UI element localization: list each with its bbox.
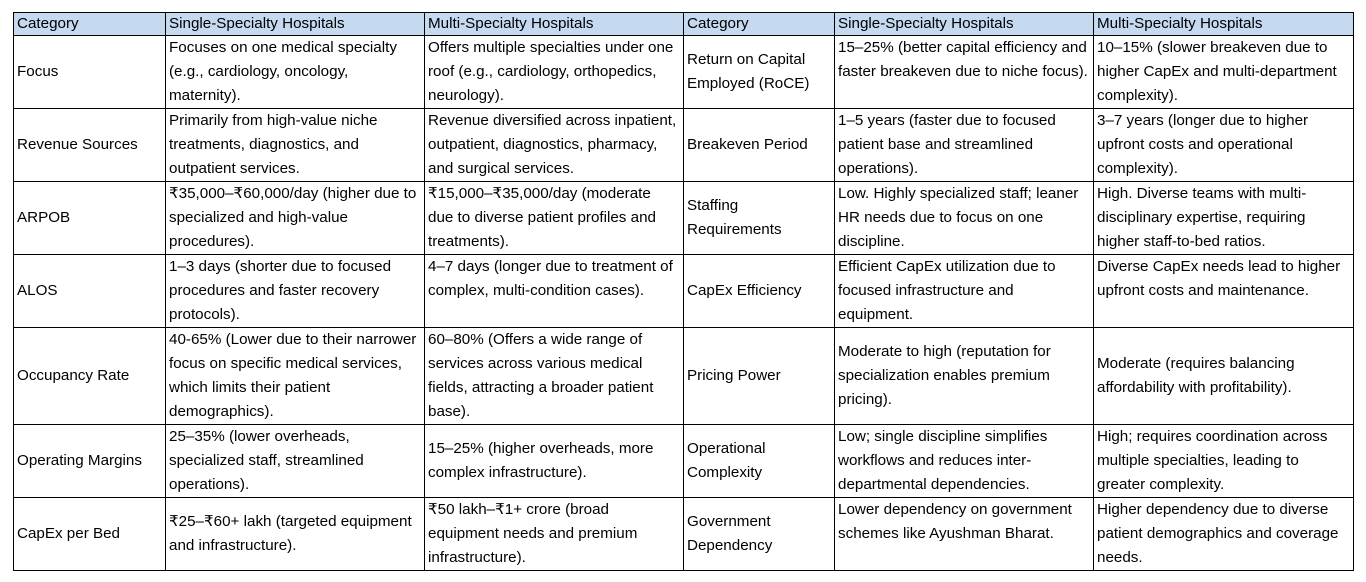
table-row [14, 109, 1354, 182]
multi-specialty-cell: 4–7 days (longer due to treatment of complex, multi-condition cases). [425, 255, 684, 328]
multi-specialty-cell: 10–15% (slower breakeven due to higher CapEx and multi-department complexity). [1094, 36, 1354, 109]
multi-specialty-cell: High; requires coordination across multiple specialties, leading to greater complexity. [1094, 425, 1354, 498]
table-row [14, 36, 1354, 109]
category-cell: ALOS [14, 255, 166, 328]
multi-specialty-cell: Revenue diversified across inpatient, outpatient, diagnostics, pharmacy, and surgical services. [425, 109, 684, 182]
header-row [14, 13, 1354, 36]
header-single-specialty-left: Single-Specialty Hospitals [166, 13, 425, 36]
header-multi-specialty-left: Multi-Specialty Hospitals [425, 13, 684, 36]
single-specialty-cell: Lower dependency on government schemes like Ayushman Bharat. [835, 498, 1094, 571]
multi-specialty-cell: Offers multiple specialties under one roof (e.g., cardiology, orthopedics, neurology). [425, 36, 684, 109]
multi-specialty-cell: ₹15,000–₹35,000/day (moderate due to diverse patient profiles and treatments). [425, 182, 684, 255]
category-cell: Return on Capital Employed (RoCE) [684, 36, 835, 109]
single-specialty-cell: ₹25–₹60+ lakh (targeted equipment and infrastructure). [166, 498, 425, 571]
category-cell: CapEx per Bed [14, 498, 166, 571]
multi-specialty-cell: 60–80% (Offers a wide range of services across various medical fields, attracting a broader patient base). [425, 328, 684, 425]
header-category-left: Category [14, 13, 166, 36]
table-row [14, 425, 1354, 498]
comparison-table [13, 12, 1354, 571]
single-specialty-cell: Moderate to high (reputation for specialization enables premium pricing). [835, 328, 1094, 425]
table-row [14, 182, 1354, 255]
category-cell: ARPOB [14, 182, 166, 255]
single-specialty-cell: 1–3 days (shorter due to focused procedures and faster recovery protocols). [166, 255, 425, 328]
category-cell: Revenue Sources [14, 109, 166, 182]
table-row [14, 328, 1354, 425]
category-cell: Operational Complexity [684, 425, 835, 498]
multi-specialty-cell: Moderate (requires balancing affordability with profitability). [1094, 328, 1354, 425]
header-category-right: Category [684, 13, 835, 36]
single-specialty-cell: 1–5 years (faster due to focused patient base and streamlined operations). [835, 109, 1094, 182]
single-specialty-cell: 40-65% (Lower due to their narrower focus on specific medical services, which limits their patient demographics). [166, 328, 425, 425]
category-cell: Occupancy Rate [14, 328, 166, 425]
category-cell: CapEx Efficiency [684, 255, 835, 328]
category-cell: Breakeven Period [684, 109, 835, 182]
single-specialty-cell: 15–25% (better capital efficiency and faster breakeven due to niche focus). [835, 36, 1094, 109]
category-cell: Operating Margins [14, 425, 166, 498]
multi-specialty-cell: 3–7 years (longer due to higher upfront costs and operational complexity). [1094, 109, 1354, 182]
category-cell: Staffing Requirements [684, 182, 835, 255]
header-multi-specialty-right: Multi-Specialty Hospitals [1094, 13, 1354, 36]
single-specialty-cell: Efficient CapEx utilization due to focused infrastructure and equipment. [835, 255, 1094, 328]
single-specialty-cell: ₹35,000–₹60,000/day (higher due to specialized and high-value procedures). [166, 182, 425, 255]
single-specialty-cell: 25–35% (lower overheads, specialized staff, streamlined operations). [166, 425, 425, 498]
category-cell: Government Dependency [684, 498, 835, 571]
multi-specialty-cell: Diverse CapEx needs lead to higher upfront costs and maintenance. [1094, 255, 1354, 328]
single-specialty-cell: Low. Highly specialized staff; leaner HR needs due to focus on one discipline. [835, 182, 1094, 255]
single-specialty-cell: Low; single discipline simplifies workflows and reduces inter-departmental dependencies. [835, 425, 1094, 498]
single-specialty-cell: Primarily from high-value niche treatments, diagnostics, and outpatient services. [166, 109, 425, 182]
category-cell: Pricing Power [684, 328, 835, 425]
multi-specialty-cell: High. Diverse teams with multi-disciplinary expertise, requiring higher staff-to-bed ratios. [1094, 182, 1354, 255]
table-row [14, 255, 1354, 328]
multi-specialty-cell: Higher dependency due to diverse patient demographics and coverage needs. [1094, 498, 1354, 571]
multi-specialty-cell: ₹50 lakh–₹1+ crore (broad equipment needs and premium infrastructure). [425, 498, 684, 571]
single-specialty-cell: Focuses on one medical specialty (e.g., cardiology, oncology, maternity). [166, 36, 425, 109]
multi-specialty-cell: 15–25% (higher overheads, more complex infrastructure). [425, 425, 684, 498]
header-single-specialty-right: Single-Specialty Hospitals [835, 13, 1094, 36]
table-row [14, 498, 1354, 571]
category-cell: Focus [14, 36, 166, 109]
